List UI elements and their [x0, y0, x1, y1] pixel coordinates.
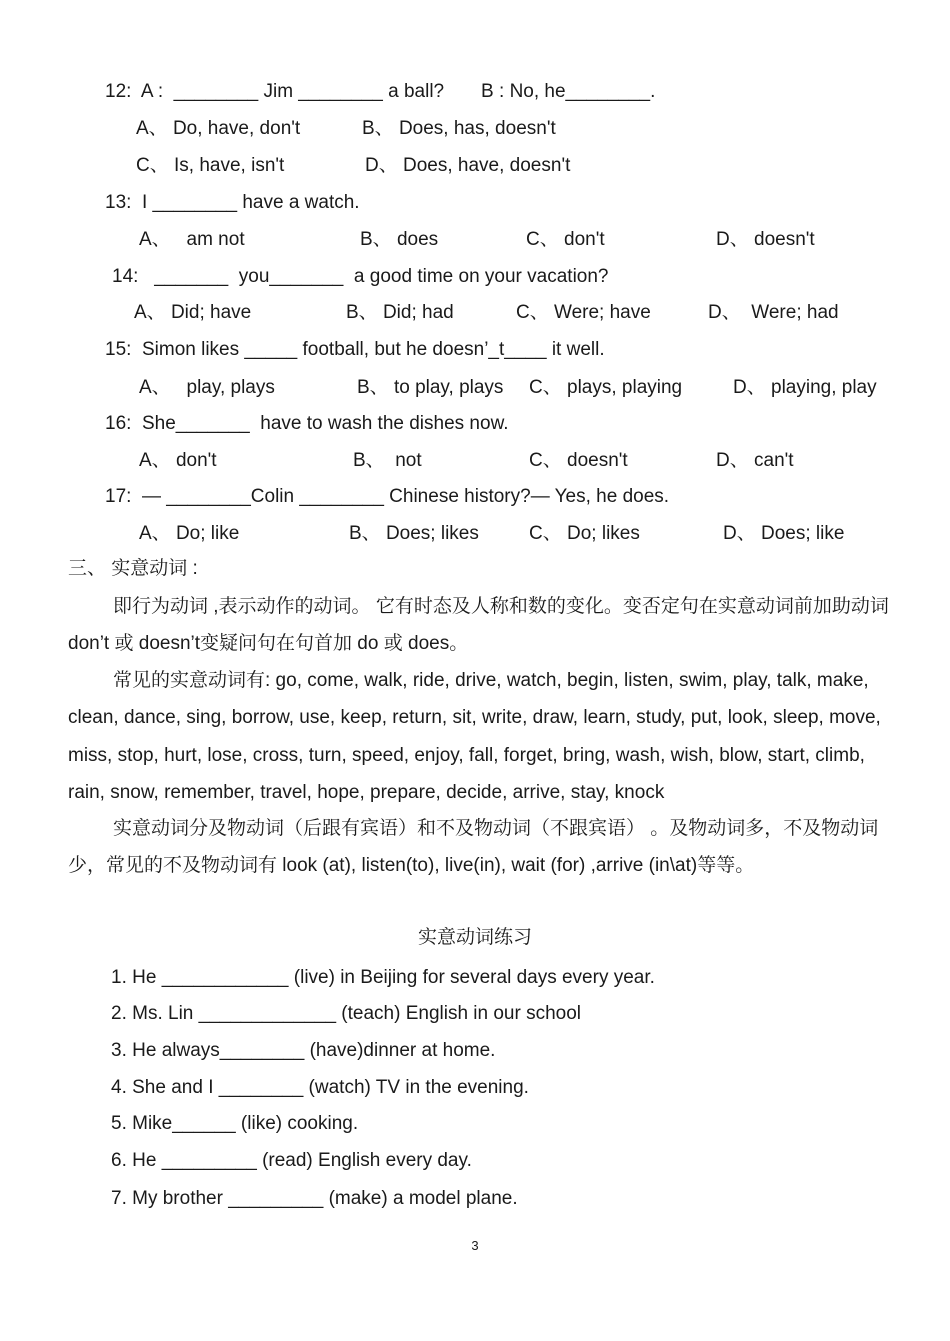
- exercise-item-5: 5. Mike______ (like) cooking.: [111, 1113, 359, 1134]
- question-14-option-c: C、 Were; have: [516, 302, 651, 323]
- question-14-option-b: B、 Did; had: [346, 302, 454, 323]
- question-15-option-d: D、 playing, play: [733, 377, 877, 398]
- transitivity-text: 实意动词分及物动词（后跟有宾语）和不及物动词（不跟宾语） 。及物动词多，不及物动词少，常见的不及物动词有 look (at), listen(to), live(in), wait (for) ,arrive (in\at)等等。: [68, 818, 879, 877]
- question-17-option-d: D、 Does; like: [723, 523, 845, 544]
- question-17-option-c: C、 Do; likes: [529, 523, 640, 544]
- exercise-item-4: 4. She and I ________ (watch) TV in the evening.: [111, 1077, 529, 1098]
- definition-text: 即行为动词 ,表示动作的动词。 它有时态及人称和数的变化。变否定句在实意动词前加助动词 don’t 或 doesn’t变疑问句在句首加 do 或 does。: [68, 596, 889, 655]
- question-13-option-b: B、 does: [360, 229, 439, 250]
- section-heading: 三、 实意动词 :: [68, 558, 198, 579]
- question-17-stem: 17: — ________Colin ________ Chinese history?— Yes, he does.: [105, 486, 670, 507]
- question-15-option-a: A、 play, plays: [139, 377, 275, 398]
- question-17-option-a: A、 Do; like: [139, 523, 240, 544]
- question-16-stem: 16: She_______ have to wash the dishes now.: [105, 413, 509, 434]
- question-12-option-a: A、 Do, have, don't: [136, 118, 301, 139]
- exercise-item-1: 1. He ____________ (live) in Beijing for several days every year.: [111, 967, 655, 988]
- question-12-stem: 12: A : ________ Jim ________ a ball? B : No, he________.: [105, 81, 656, 102]
- exercise-title: 实意动词练习: [417, 927, 532, 948]
- common-verbs-paragraph: [68, 662, 898, 812]
- question-12-option-c: C、 Is, have, isn't: [136, 155, 285, 176]
- question-13-stem: 13: I ________ have a watch.: [105, 192, 360, 213]
- question-12-option-b: B、 Does, has, doesn't: [362, 118, 556, 139]
- question-17-option-b: B、 Does; likes: [349, 523, 479, 544]
- common-verbs-text: 常见的实意动词有: go, come, walk, ride, drive, watch, begin, listen, swim, play, talk, make, clean, dance, sing, borrow, use, keep, return, sit, write, draw, learn, study, put, look, sleep, move, miss, stop, hurt, lose, cross, turn, speed, enjoy, fall, forget, bring, wash, wish, blow, start, climb, rain, snow, remember, travel, hope, prepare, decide, arrive, stay, knock: [68, 670, 881, 804]
- question-13-option-d: D、 doesn't: [716, 229, 815, 250]
- question-14-option-d: D、 Were; had: [708, 302, 839, 323]
- question-14-stem: 14: _______ you_______ a good time on your vacation?: [112, 266, 609, 287]
- question-13-option-c: C、 don't: [526, 229, 605, 250]
- question-16-option-c: C、 doesn't: [529, 450, 628, 471]
- question-16-option-d: D、 can't: [716, 450, 794, 471]
- question-15-stem: 15: Simon likes _____ football, but he doesn’_t____ it well.: [105, 339, 605, 360]
- question-15-option-b: B、 to play, plays: [357, 377, 504, 398]
- exercise-item-3: 3. He always________ (have)dinner at home.: [111, 1040, 496, 1061]
- question-16-option-b: B、 not: [353, 450, 422, 471]
- question-16-option-a: A、 don't: [139, 450, 217, 471]
- transitivity-paragraph: [68, 810, 898, 885]
- exercise-item-2: 2. Ms. Lin _____________ (teach) English in our school: [111, 1003, 582, 1024]
- definition-paragraph: [68, 588, 898, 663]
- page-number: 3: [471, 1238, 479, 1253]
- question-15-option-c: C、 plays, playing: [529, 377, 683, 398]
- exercise-item-7: 7. My brother _________ (make) a model plane.: [111, 1188, 518, 1209]
- exercise-item-6: 6. He _________ (read) English every day.: [111, 1150, 472, 1171]
- question-13-option-a: A、 am not: [139, 229, 245, 250]
- question-12-option-d: D、 Does, have, doesn't: [365, 155, 571, 176]
- question-14-option-a: A、 Did; have: [134, 302, 252, 323]
